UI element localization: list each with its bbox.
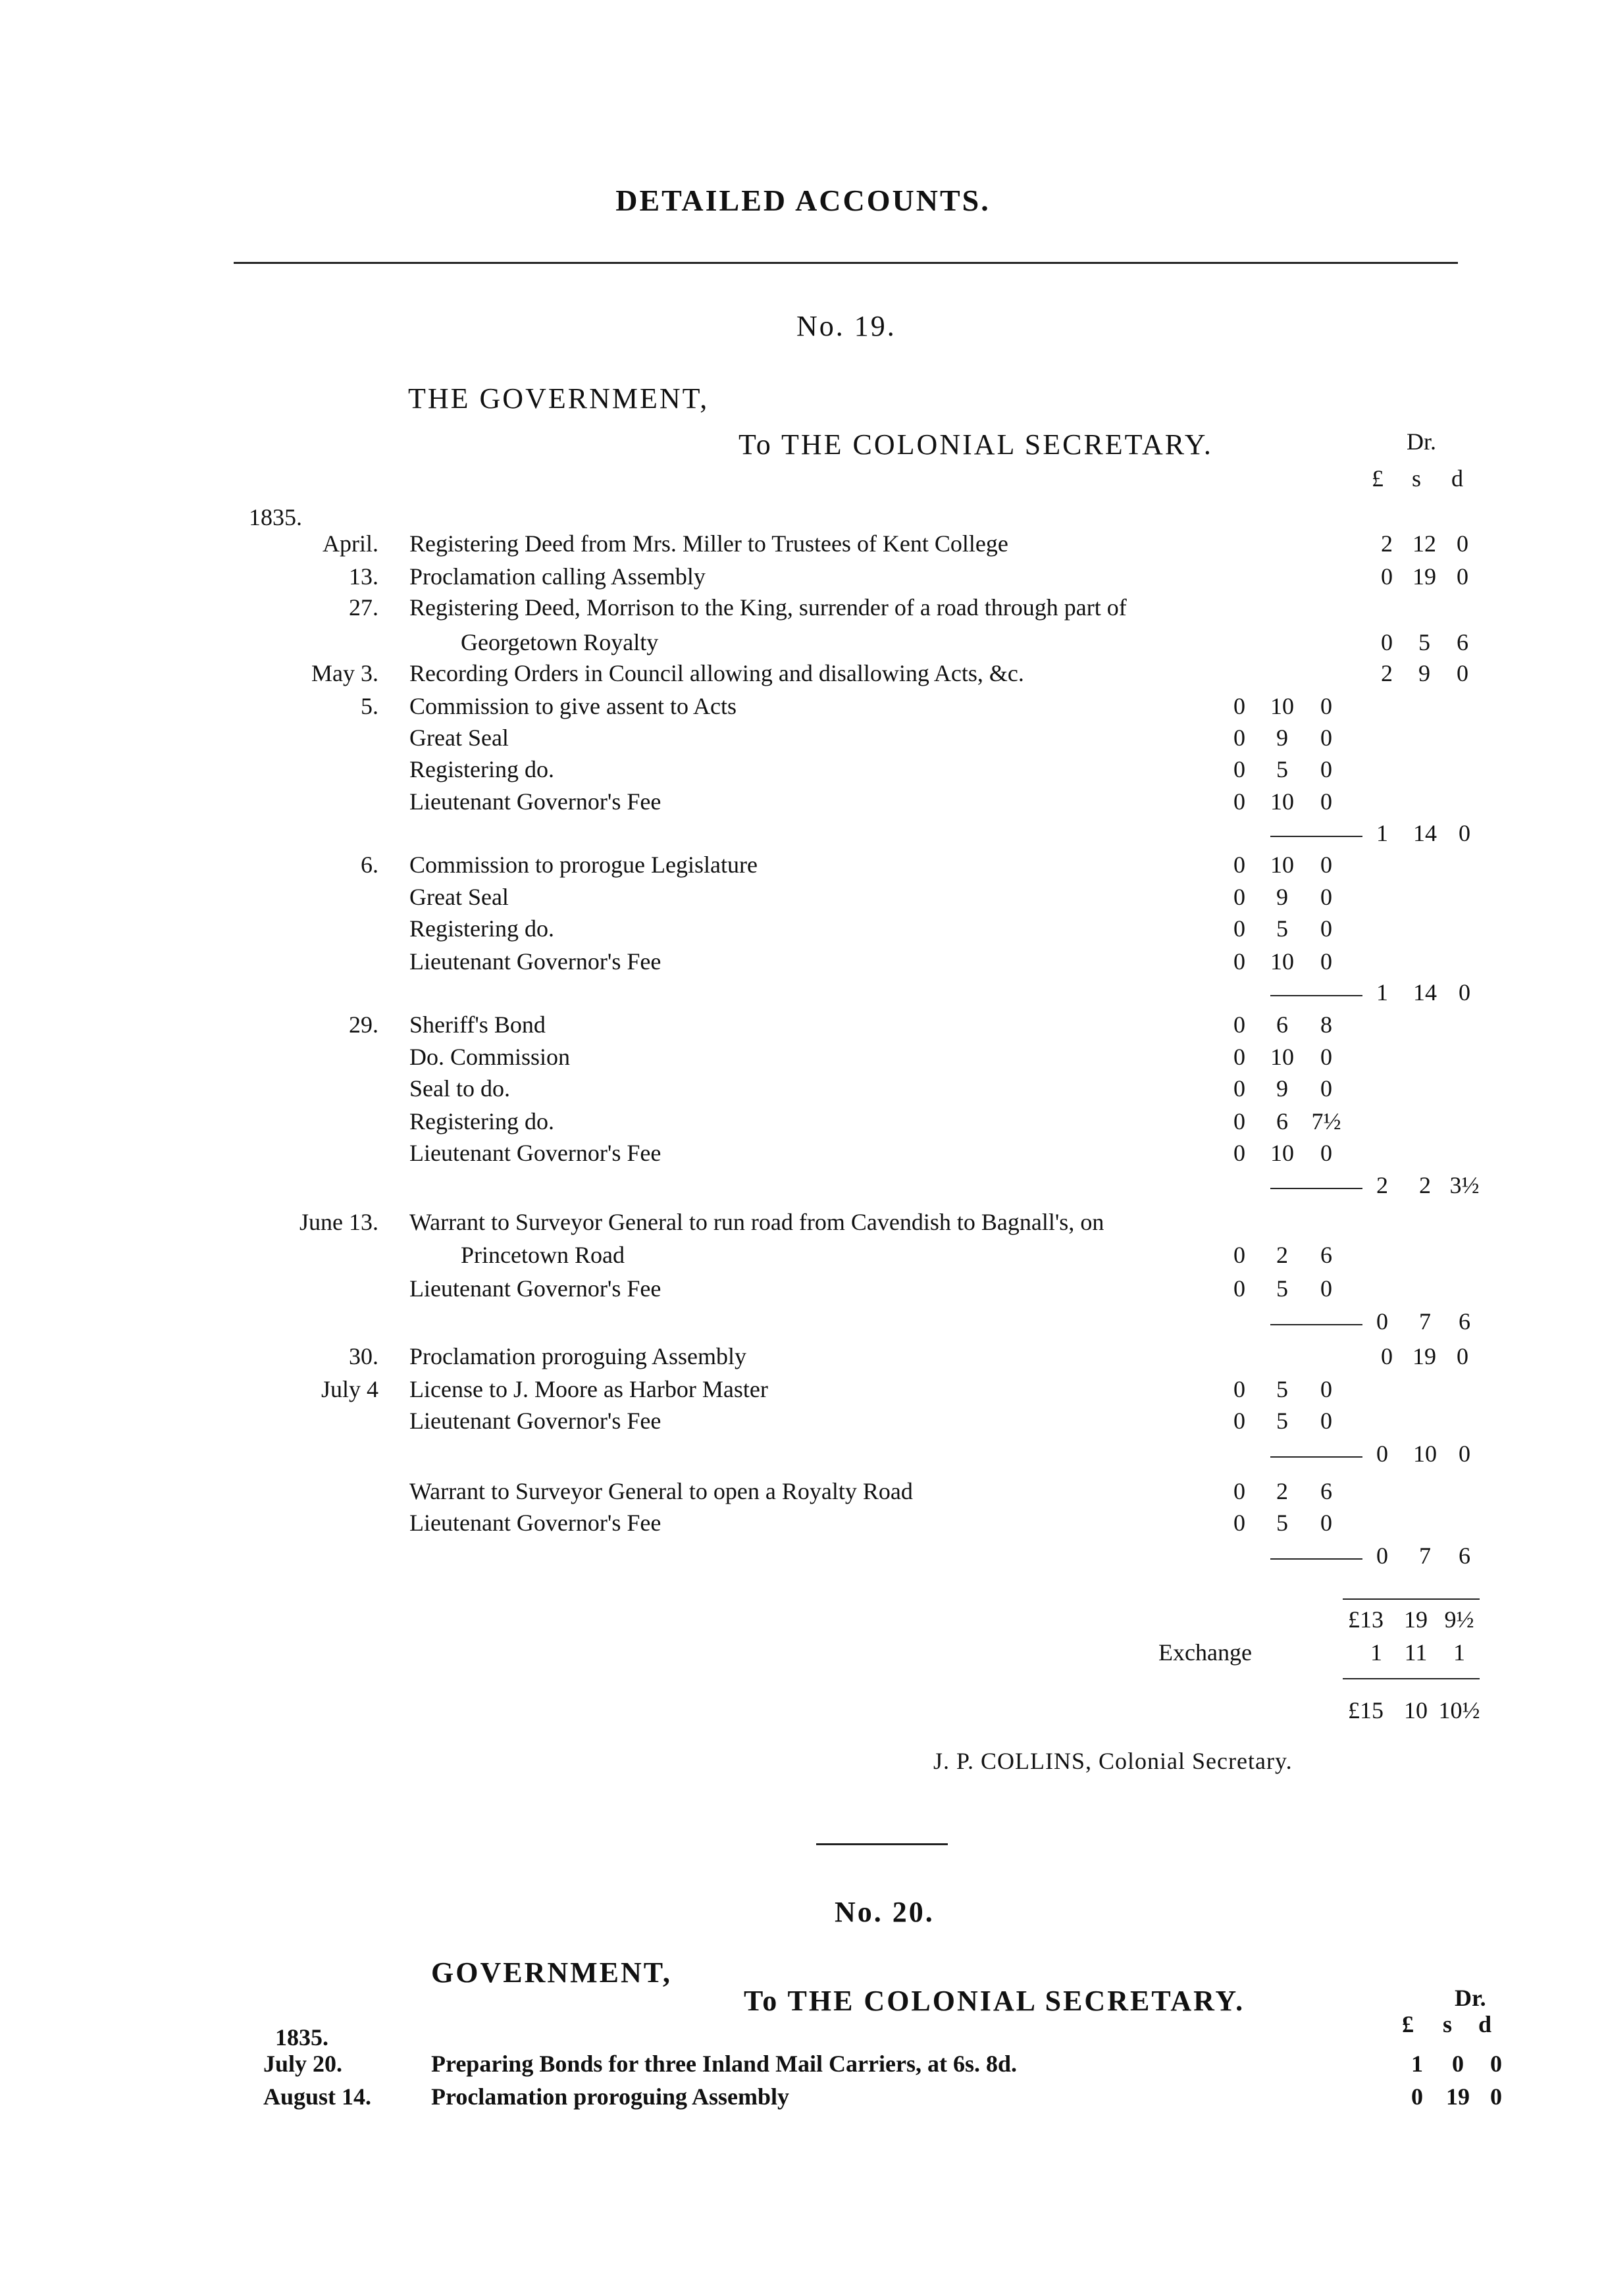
item-amount-pence: 0: [1320, 915, 1332, 942]
item-amount-pence: 0: [1320, 1408, 1332, 1434]
grand-total-rule: [1343, 1678, 1480, 1679]
item-amount-pounds: 0: [1233, 725, 1245, 751]
item-amount-shillings: 10: [1270, 1044, 1294, 1070]
entry-total-shillings: 5: [1418, 629, 1430, 655]
item-amount-pounds: 0: [1233, 1011, 1245, 1038]
item-amount-pence: 0: [1320, 1075, 1332, 1102]
subtotal-amount-pounds: 0: [1376, 1308, 1388, 1335]
subtotal-amount-pence: 0: [1459, 1441, 1470, 1467]
entry-total-pence: 6: [1457, 629, 1468, 655]
entry-total-pounds: 0: [1381, 629, 1393, 655]
subtotal-amount-pounds: 1: [1376, 820, 1388, 846]
item-amount-pounds: 0: [1233, 884, 1245, 910]
entry-description: Warrant to Surveyor General to open a Royalty Road: [409, 1478, 913, 1504]
subtotal-amount-pence: 6: [1459, 1308, 1470, 1335]
entry-description: Do. Commission: [409, 1044, 571, 1070]
subtotal-amount-shillings: 14: [1413, 820, 1437, 846]
entry-total-shillings: 19: [1412, 563, 1436, 590]
sum-amount-shillings: 19: [1404, 1606, 1428, 1633]
item-amount-pounds: 0: [1233, 1075, 1245, 1102]
item-amount-pounds: 0: [1233, 852, 1245, 878]
entry-total-pence: 0: [1490, 2083, 1502, 2110]
entry-date: June 13.: [299, 1209, 378, 1235]
entry-description: Preparing Bonds for three Inland Mail Carriers, at 6s. 8d.: [431, 2051, 1017, 2077]
entry-description: Lieutenant Governor's Fee: [409, 1510, 661, 1536]
entry-total-pence: 0: [1457, 1343, 1468, 1369]
subtotal-amount-pounds: 2: [1376, 1172, 1388, 1198]
item-amount-pence: 6: [1320, 1242, 1332, 1268]
entry-description: Warrant to Surveyor General to run road from Cavendish to Bagnall's, on: [409, 1209, 1104, 1235]
item-amount-shillings: 2: [1276, 1242, 1288, 1268]
subtotal-amount-shillings: 10: [1413, 1441, 1437, 1467]
item-amount-shillings: 5: [1276, 1376, 1288, 1402]
item-amount-pence: 6: [1320, 1478, 1332, 1504]
dr-label: Dr.: [1407, 428, 1436, 455]
entry-description: Great Seal: [409, 725, 509, 751]
account-number-20: No. 20.: [835, 1896, 935, 1928]
item-amount-pounds: 0: [1233, 1140, 1245, 1166]
entry-description: Registering Deed from Mrs. Miller to Trustees of Kent College: [409, 530, 1008, 557]
entry-date: 13.: [349, 563, 378, 590]
entry-description: Proclamation calling Assembly: [409, 563, 706, 590]
subtotal-amount-pence: 0: [1459, 979, 1470, 1006]
item-amount-shillings: 5: [1276, 1408, 1288, 1434]
exchange-amount-pence: 1: [1453, 1639, 1465, 1666]
shillings-header: s: [1412, 465, 1422, 492]
entry-total-pounds: 1: [1411, 2051, 1423, 2077]
entry-description: Registering do.: [409, 756, 554, 782]
page-heading: DETAILED ACCOUNTS.: [615, 184, 991, 217]
subtotal-amount-pence: 6: [1459, 1543, 1470, 1569]
subtotal-dash: [1270, 1188, 1362, 1189]
entry-total-shillings: 0: [1452, 2051, 1464, 2077]
exchange-amount-pounds: 1: [1370, 1639, 1382, 1666]
entry-description: Recording Orders in Council allowing and disallowing Acts, &c.: [409, 660, 1024, 686]
entry-date: July 4: [321, 1376, 378, 1402]
entry-description: Sheriff's Bond: [409, 1011, 546, 1038]
entry-description: Lieutenant Governor's Fee: [409, 1140, 661, 1166]
pence-header-20: d: [1478, 2011, 1492, 2037]
item-amount-pence: 0: [1320, 1275, 1332, 1302]
subtotal-amount-shillings: 14: [1413, 979, 1437, 1006]
signature: J. P. COLLINS, Colonial Secretary.: [933, 1748, 1293, 1774]
subtotal-amount-pence: 0: [1459, 820, 1470, 846]
entry-description: Proclamation proroguing Assembly: [409, 1343, 746, 1369]
creditor-title: To THE COLONIAL SECRETARY.: [738, 428, 1213, 461]
entry-description: Lieutenant Governor's Fee: [409, 1408, 661, 1434]
item-amount-pounds: 0: [1233, 756, 1245, 782]
item-amount-shillings: 10: [1270, 948, 1294, 975]
entry-description: Lieutenant Governor's Fee: [409, 948, 661, 975]
subtotal-amount-pounds: 0: [1376, 1441, 1388, 1467]
entry-total-shillings: 12: [1412, 530, 1436, 557]
item-amount-shillings: 6: [1276, 1011, 1288, 1038]
item-amount-pence: 0: [1320, 1140, 1332, 1166]
entry-total-pence: 0: [1457, 660, 1468, 686]
item-amount-pence: 0: [1320, 788, 1332, 815]
entry-date: August 14.: [263, 2083, 372, 2110]
item-amount-pounds: 0: [1233, 1044, 1245, 1070]
grand-total-amount-shillings: 10: [1404, 1697, 1428, 1723]
subtotal-amount-shillings: 2: [1419, 1172, 1431, 1198]
item-amount-shillings: 5: [1276, 756, 1288, 782]
item-amount-pounds: 0: [1233, 693, 1245, 719]
item-amount-pounds: 0: [1233, 788, 1245, 815]
item-amount-pence: 0: [1320, 756, 1332, 782]
entry-total-shillings: 9: [1418, 660, 1430, 686]
exchange-label: Exchange: [1158, 1639, 1252, 1666]
entry-description: Proclamation proroguing Assembly: [431, 2083, 790, 2110]
debtor-title-20: GOVERNMENT,: [431, 1956, 672, 1989]
entry-description: Seal to do.: [409, 1075, 510, 1102]
entry-date: 29.: [349, 1011, 378, 1038]
sum-amount-pounds: £13: [1348, 1606, 1384, 1633]
sum-amount-pence: 9½: [1444, 1606, 1474, 1633]
entry-description: Lieutenant Governor's Fee: [409, 788, 661, 815]
entry-total-shillings: 19: [1446, 2083, 1470, 2110]
entry-description: License to J. Moore as Harbor Master: [409, 1376, 768, 1402]
item-amount-pounds: 0: [1233, 1510, 1245, 1536]
item-amount-shillings: 5: [1276, 915, 1288, 942]
entry-description-cont: Georgetown Royalty: [461, 629, 659, 655]
item-amount-shillings: 10: [1270, 852, 1294, 878]
item-amount-pounds: 0: [1233, 948, 1245, 975]
item-amount-shillings: 5: [1276, 1275, 1288, 1302]
item-amount-pence: 8: [1320, 1011, 1332, 1038]
year-label-20: 1835.: [275, 2024, 328, 2051]
item-amount-shillings: 5: [1276, 1510, 1288, 1536]
subtotal-dash: [1270, 1558, 1362, 1560]
item-amount-pence: 0: [1320, 1510, 1332, 1536]
item-amount-pence: 0: [1320, 948, 1332, 975]
item-amount-pence: 0: [1320, 1376, 1332, 1402]
exchange-amount-shillings: 11: [1404, 1639, 1428, 1666]
debtor-title: THE GOVERNMENT,: [408, 382, 710, 415]
item-amount-pounds: 0: [1233, 1242, 1245, 1268]
subtotal-amount-pounds: 0: [1376, 1543, 1388, 1569]
item-amount-pence: 0: [1320, 884, 1332, 910]
sum-rule: [1343, 1598, 1480, 1600]
entry-date: 6.: [361, 852, 378, 878]
shillings-header-20: s: [1443, 2011, 1453, 2037]
entry-total-pence: 0: [1457, 563, 1468, 590]
item-amount-shillings: 9: [1276, 1075, 1288, 1102]
entry-total-pounds: 0: [1381, 563, 1393, 590]
item-amount-pounds: 0: [1233, 1408, 1245, 1434]
item-amount-shillings: 10: [1270, 1140, 1294, 1166]
account-number: No. 19.: [796, 310, 896, 342]
subtotal-amount-shillings: 7: [1419, 1308, 1431, 1335]
subtotal-amount-pence: 3½: [1449, 1172, 1480, 1198]
grand-total-amount-pounds: £15: [1348, 1697, 1384, 1723]
item-amount-shillings: 10: [1270, 693, 1294, 719]
entry-total-pence: 0: [1457, 530, 1468, 557]
entry-date: 30.: [349, 1343, 378, 1369]
entry-total-pounds: 2: [1381, 530, 1393, 557]
pence-header: d: [1451, 465, 1463, 492]
entry-description-cont: Princetown Road: [461, 1242, 625, 1268]
item-amount-pence: 0: [1320, 1044, 1332, 1070]
pounds-header-20: £: [1402, 2011, 1414, 2037]
creditor-title-20: To THE COLONIAL SECRETARY.: [744, 1985, 1245, 2017]
entry-description: Registering do.: [409, 915, 554, 942]
item-amount-shillings: 6: [1276, 1108, 1288, 1135]
item-amount-shillings: 2: [1276, 1478, 1288, 1504]
item-amount-pounds: 0: [1233, 1275, 1245, 1302]
grand-total-amount-pence: 10½: [1438, 1697, 1480, 1723]
year-label: 1835.: [249, 504, 302, 530]
entry-total-shillings: 19: [1412, 1343, 1436, 1369]
item-amount-pounds: 0: [1233, 1376, 1245, 1402]
section-divider: [816, 1843, 948, 1845]
item-amount-pounds: 0: [1233, 915, 1245, 942]
entry-date: May 3.: [311, 660, 378, 686]
entry-total-pounds: 0: [1411, 2083, 1423, 2110]
subtotal-dash: [1270, 995, 1362, 996]
heading-rule: [234, 262, 1458, 264]
entry-description: Registering do.: [409, 1108, 554, 1135]
subtotal-dash: [1270, 1456, 1362, 1458]
entry-description: Registering Deed, Morrison to the King, surrender of a road through part of: [409, 594, 1127, 621]
subtotal-dash: [1270, 1324, 1362, 1325]
item-amount-pence: 0: [1320, 852, 1332, 878]
entry-date: 27.: [349, 594, 378, 621]
item-amount-pounds: 0: [1233, 1478, 1245, 1504]
item-amount-shillings: 10: [1270, 788, 1294, 815]
entry-total-pounds: 0: [1381, 1343, 1393, 1369]
entry-date: 5.: [361, 693, 378, 719]
entry-description: Commission to give assent to Acts: [409, 693, 737, 719]
item-amount-pounds: 0: [1233, 1108, 1245, 1135]
entry-description: Lieutenant Governor's Fee: [409, 1275, 661, 1302]
entry-description: Commission to prorogue Legislature: [409, 852, 758, 878]
subtotal-amount-pounds: 1: [1376, 979, 1388, 1006]
item-amount-shillings: 9: [1276, 884, 1288, 910]
dr-label-20: Dr.: [1455, 1985, 1486, 2011]
item-amount-pence: 0: [1320, 725, 1332, 751]
subtotal-dash: [1270, 836, 1362, 837]
item-amount-pence: 0: [1320, 693, 1332, 719]
pounds-header: £: [1372, 465, 1384, 492]
entry-date: July 20.: [263, 2051, 343, 2077]
entry-total-pence: 0: [1490, 2051, 1502, 2077]
item-amount-pence: 7½: [1311, 1108, 1341, 1135]
entry-date: April.: [323, 530, 378, 557]
subtotal-amount-shillings: 7: [1419, 1543, 1431, 1569]
entry-total-pounds: 2: [1381, 660, 1393, 686]
item-amount-shillings: 9: [1276, 725, 1288, 751]
entry-description: Great Seal: [409, 884, 509, 910]
